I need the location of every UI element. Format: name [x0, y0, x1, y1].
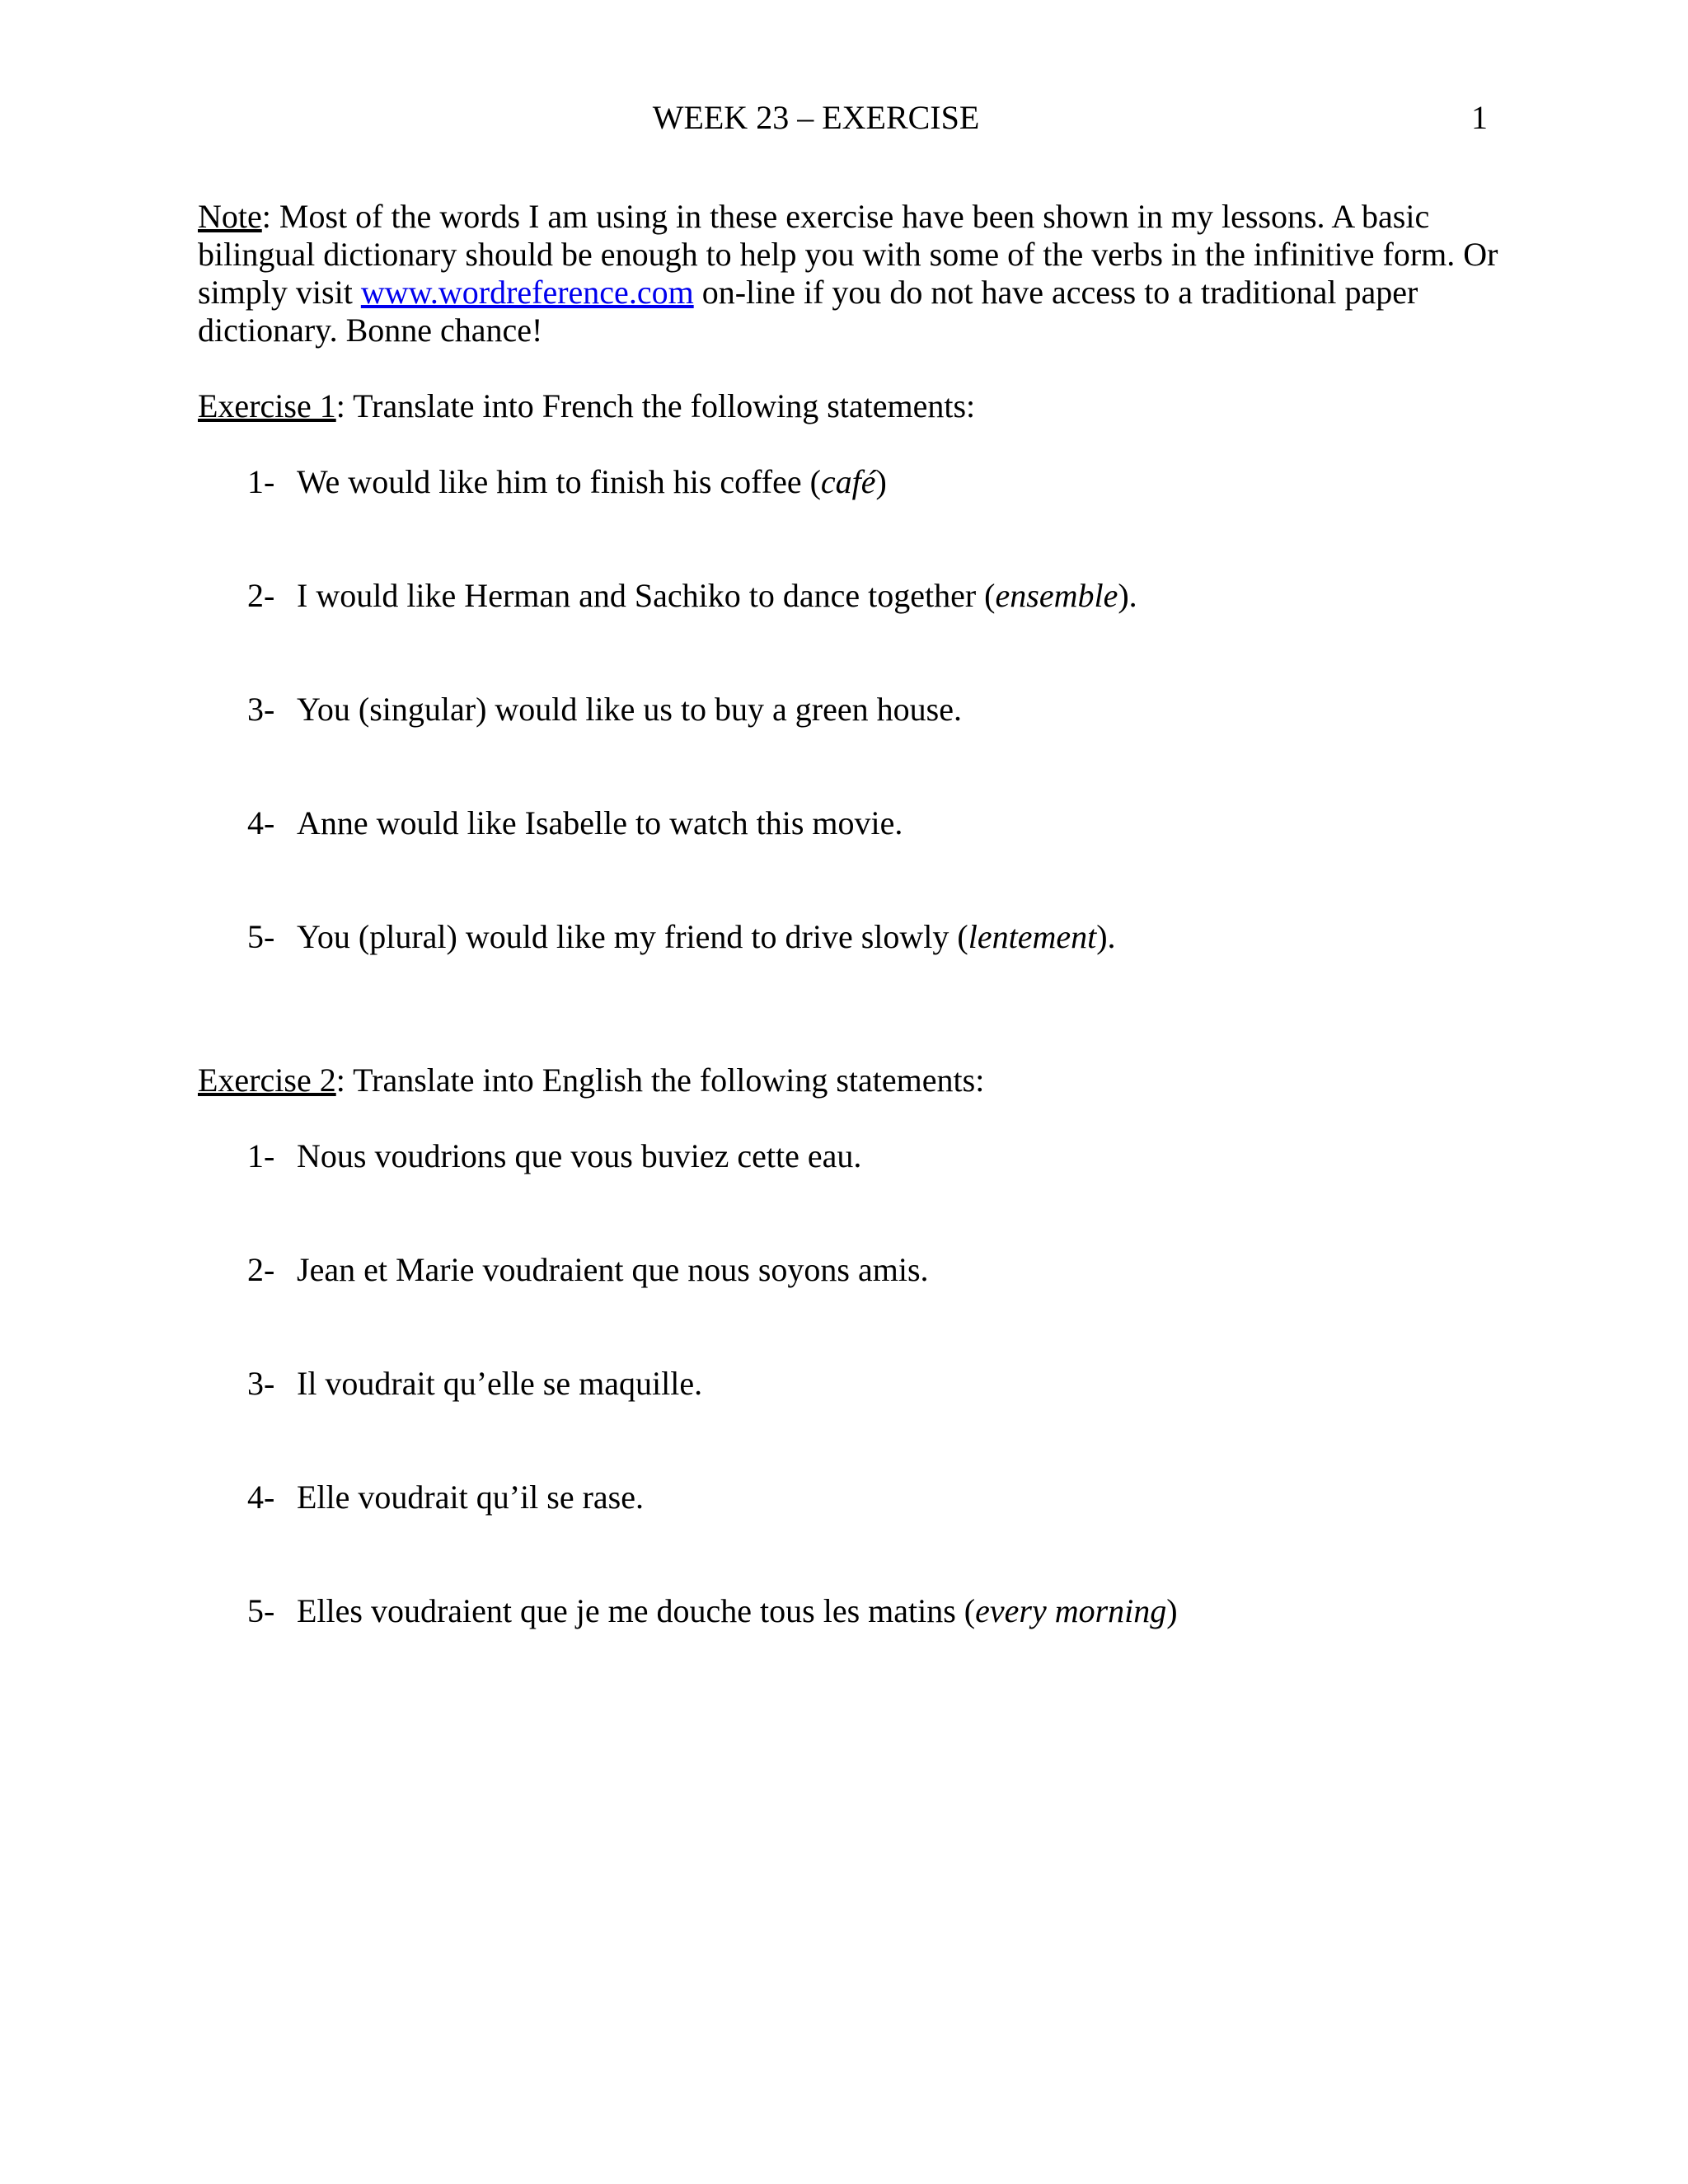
item-text-end: ). [1096, 918, 1116, 955]
item-number: 2- [247, 1251, 275, 1288]
exercise1-label: Exercise 1 [198, 387, 336, 424]
note-label: Note [198, 198, 262, 235]
item-text-main: Anne would like Isabelle to watch this movie. [297, 804, 903, 841]
item-text-end: ). [1118, 577, 1137, 614]
item-text-italic: ensemble [995, 577, 1118, 614]
item-number: 5- [247, 918, 275, 955]
item-text-main: Nous voudrions que vous buviez cette eau. [297, 1137, 862, 1174]
item-text-main: Elle voudrait qu’il se rase. [297, 1479, 644, 1516]
note-paragraph [198, 198, 1500, 349]
item-text [297, 1479, 644, 1516]
item-text [297, 577, 1137, 615]
item-number: 1- [247, 463, 275, 500]
item-text-italic: café [820, 463, 876, 500]
exercise2-heading [198, 1062, 984, 1099]
item-number: 4- [247, 1479, 275, 1516]
item-text-italic: every morning [975, 1592, 1167, 1629]
item-text-end: ) [1166, 1592, 1178, 1629]
item-text [297, 1365, 702, 1403]
item-text-main: You (plural) would like my friend to drive slowly ( [297, 918, 968, 955]
item-text [297, 1137, 861, 1175]
page-title: WEEK 23 – EXERCISE [652, 99, 980, 136]
item-text-end: ) [875, 463, 887, 500]
item-text [297, 463, 887, 501]
item-text-main: Jean et Marie voudraient que nous soyons amis. [297, 1251, 929, 1288]
item-text-italic: lentement [968, 918, 1097, 955]
wordreference-link[interactable]: www.wordreference.com [360, 274, 694, 311]
item-number: 4- [247, 804, 275, 841]
exercise2-instruction: : Translate into English the following statements: [335, 1062, 985, 1099]
note-text-before-link: : Most of the words I am using in these exercise have been shown in my lessons. A basic bilingual dictionary should be enough to help you with some of the verbs in the infinitive form. Or simply visit [198, 198, 1498, 311]
item-text [297, 1592, 1178, 1630]
item-text-main: Il voudrait qu’elle se maquille. [297, 1365, 703, 1402]
exercise2-label: Exercise 2 [198, 1062, 336, 1099]
note-text-after-link: on-line if you do not have access to a traditional paper dictionary. Bonne chance! [198, 274, 1418, 349]
item-text [297, 1251, 929, 1289]
exercise1-instruction: : Translate into French the following statements: [335, 387, 976, 424]
item-number: 3- [247, 1365, 275, 1402]
item-number: 3- [247, 691, 275, 728]
item-text-main: Elles voudraient que je me douche tous les matins ( [297, 1592, 976, 1629]
exercise1-heading [198, 387, 975, 425]
item-number: 2- [247, 577, 275, 614]
item-text-main: I would like Herman and Sachiko to dance together ( [297, 577, 996, 614]
item-text [297, 691, 962, 729]
item-text-main: You (singular) would like us to buy a green house. [297, 691, 962, 728]
item-text [297, 918, 1116, 956]
page-number: 1 [1471, 99, 1488, 136]
item-text [297, 804, 903, 842]
item-number: 1- [247, 1137, 275, 1174]
item-number: 5- [247, 1592, 275, 1629]
item-text-main: We would like him to finish his coffee ( [297, 463, 821, 500]
